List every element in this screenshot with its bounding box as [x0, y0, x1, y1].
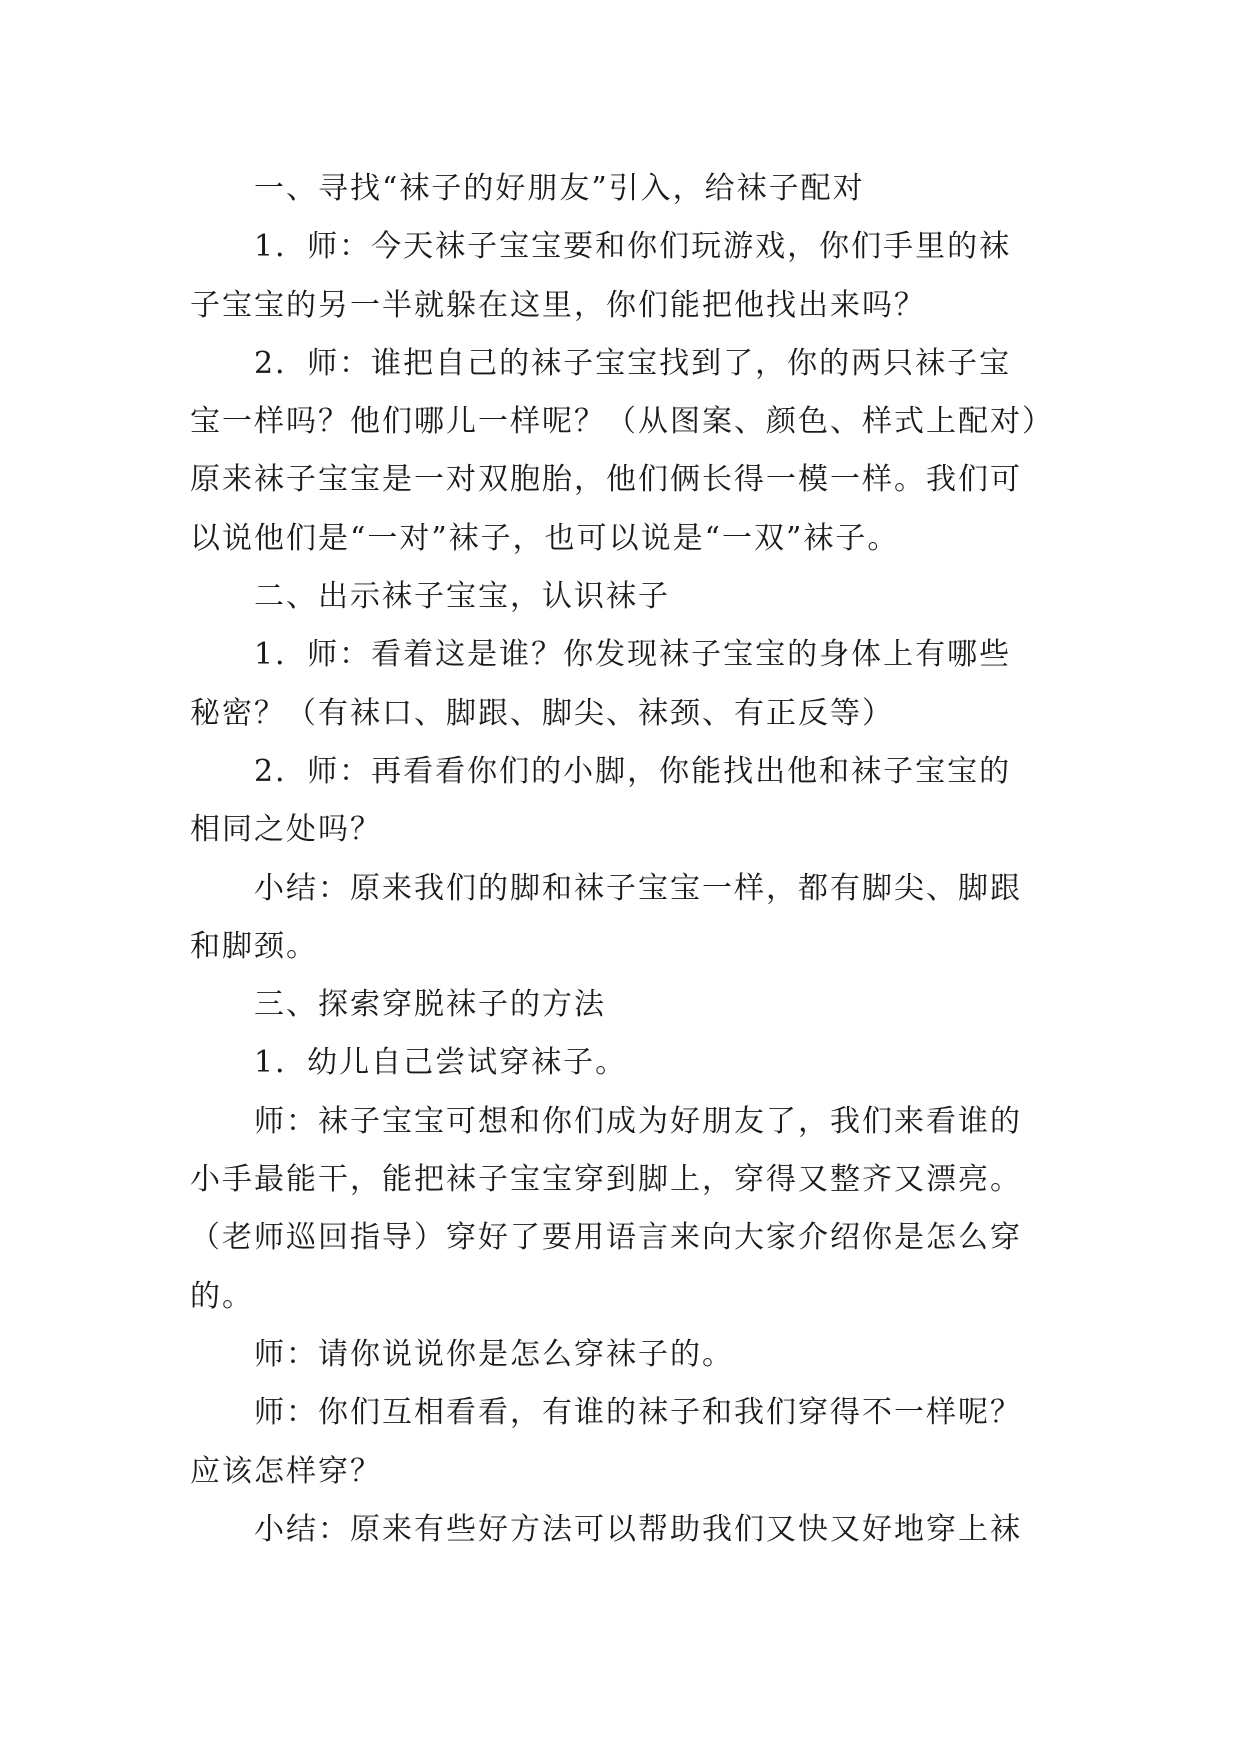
text-line: 2．师：再看看你们的小脚，你能找出他和袜子宝宝的 [254, 753, 1012, 789]
paragraph-1-1 [190, 218, 1052, 276]
text-line: 秘密？（有袜口、脚跟、脚尖、袜颈、有正反等） [190, 695, 894, 731]
text-line: 师：袜子宝宝可想和你们成为好朋友了，我们来看谁的 [254, 1103, 1022, 1139]
paragraph-1-1-cont [190, 277, 1052, 335]
paragraph-2-1 [190, 626, 1052, 684]
text-line: 和脚颈。 [190, 928, 318, 964]
section-heading-2 [190, 568, 1052, 626]
text-line: 2．师：谁把自己的袜子宝宝找到了，你的两只袜子宝 [254, 345, 1012, 381]
text-line: 相同之处吗？ [190, 812, 382, 848]
paragraph-3-4 [190, 1384, 1052, 1442]
section-heading-1 [190, 160, 1052, 218]
paragraph-2-2-cont [190, 801, 1052, 859]
text-line: 三、探索穿脱袜子的方法 [254, 987, 606, 1023]
paragraph-3-2 [190, 1093, 1052, 1151]
paragraph-3-3 [190, 1326, 1052, 1384]
paragraph-3-1 [190, 1034, 1052, 1092]
summary-3 [190, 1501, 1052, 1559]
text-line: 小手最能干，能把袜子宝宝穿到脚上，穿得又整齐又漂亮。 [190, 1162, 1022, 1198]
summary-2-cont [190, 918, 1052, 976]
text-line: 1．幼儿自己尝试穿袜子。 [254, 1045, 628, 1081]
text-line: 子宝宝的另一半就躲在这里，你们能把他找出来吗？ [190, 287, 926, 323]
paragraph-1-2-cont [190, 393, 1052, 568]
text-line: 1．师：今天袜子宝宝要和你们玩游戏，你们手里的袜 [254, 229, 1012, 265]
summary-2 [190, 860, 1052, 918]
paragraph-2-2 [190, 743, 1052, 801]
text-line: 小结：原来有些好方法可以帮助我们又快又好地穿上袜 [254, 1511, 1022, 1547]
paragraph-3-2-cont [190, 1151, 1052, 1326]
document-body [190, 160, 1052, 1559]
text-line: 小结：原来我们的脚和袜子宝宝一样，都有脚尖、脚跟 [254, 870, 1022, 906]
paragraph-3-4-cont [190, 1443, 1052, 1501]
text-line: 二、出示袜子宝宝，认识袜子 [254, 579, 670, 615]
text-line: 以说他们是“一对”袜子，也可以说是“一双”袜子。 [190, 520, 900, 556]
text-line: 宝一样吗？他们哪儿一样呢？（从图案、颜色、样式上配对） [190, 404, 1054, 440]
text-line: 一、寻找“袜子的好朋友”引入，给袜子配对 [254, 171, 865, 206]
section-heading-3 [190, 976, 1052, 1034]
text-line: 的。 [190, 1278, 254, 1314]
text-line: 师：请你说说你是怎么穿袜子的。 [254, 1336, 734, 1372]
text-line: 1．师：看着这是谁？你发现袜子宝宝的身体上有哪些 [254, 637, 1012, 673]
paragraph-1-2 [190, 335, 1052, 393]
text-line: 应该怎样穿？ [190, 1453, 382, 1489]
paragraph-2-1-cont [190, 685, 1052, 743]
text-line: （老师巡回指导）穿好了要用语言来向大家介绍你是怎么穿 [190, 1220, 1022, 1256]
text-line: 师：你们互相看看，有谁的袜子和我们穿得不一样呢？ [254, 1395, 1022, 1431]
text-line: 原来袜子宝宝是一对双胞胎，他们俩长得一模一样。我们可 [190, 462, 1022, 498]
